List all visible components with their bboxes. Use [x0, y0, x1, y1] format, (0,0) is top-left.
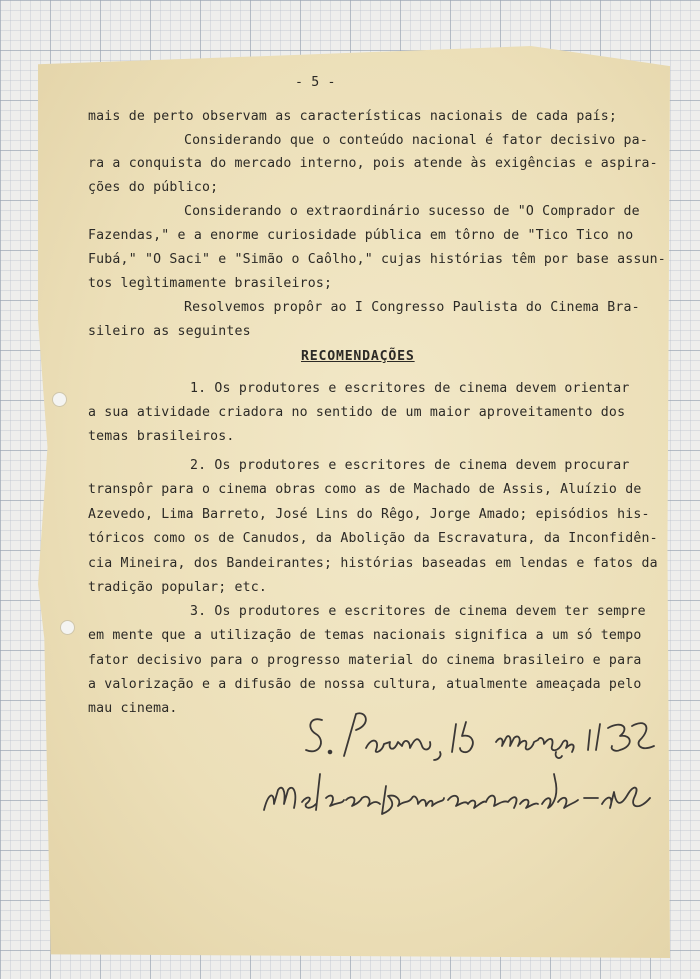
recommendation-line: Azevedo, Lima Barreto, José Lins do Rêgo, Jorge Amado; episódios his- — [88, 507, 650, 522]
recommendation-line: a valorização e a difusão de nossa cultura, atualmente ameaçada pelo — [88, 677, 642, 692]
signature — [258, 764, 658, 828]
recommendation-line: 3. Os produtores e escritores de cinema devem ter sempre — [190, 604, 646, 619]
text-line: Fubá," "O Saci" e "Simão o Caôlho," cujas histórias têm por base assun- — [88, 252, 666, 267]
text-line: Fazendas," e a enorme curiosidade pública em tôrno de "Tico Tico no — [88, 228, 634, 243]
punch-hole-bottom — [60, 620, 75, 635]
text-line: Considerando o extraordinário sucesso de "O Comprador de — [184, 204, 640, 219]
text-line: ra a conquista do mercado interno, pois atende às exigências e aspira- — [88, 156, 658, 171]
text-line: Resolvemos propôr ao I Congresso Paulista do Cinema Bra- — [184, 300, 640, 315]
text-line: tos legìtimamente brasileiros; — [88, 276, 333, 291]
page-number: - 5 - — [295, 75, 336, 90]
recommendation-line: a sua atividade criadora no sentido de um maior aproveitamento dos — [88, 405, 626, 420]
text-line: sileiro as seguintes — [88, 324, 251, 339]
recommendation-line: transpôr para o cinema obras como as de Machado de Assis, Aluízio de — [88, 482, 642, 497]
recommendation-line: em mente que a utilização de temas nacionais significa a um só tempo — [88, 628, 642, 643]
handwritten-date — [300, 706, 670, 768]
text-line: Considerando que o conteúdo nacional é fator decisivo pa- — [184, 133, 648, 148]
text-line: ções do público; — [88, 180, 219, 195]
recommendation-line: tóricos como os de Canudos, da Abolição da Escravatura, da Inconfidên- — [88, 531, 658, 546]
recommendation-line: mau cinema. — [88, 701, 178, 716]
recommendation-line: tradição popular; etc. — [88, 580, 268, 595]
punch-hole-top — [52, 392, 67, 407]
recommendation-line: 2. Os produtores e escritores de cinema devem procurar — [190, 458, 630, 473]
section-heading: RECOMENDAÇÕES — [301, 349, 415, 364]
recommendation-line: 1. Os produtores e escritores de cinema devem orientar — [190, 381, 630, 396]
recommendation-line: cia Mineira, dos Bandeirantes; histórias baseadas em lendas e fatos da — [88, 556, 658, 571]
recommendation-line: temas brasileiros. — [88, 429, 235, 444]
recommendation-line: fator decisivo para o progresso material do cinema brasileiro e para — [88, 653, 642, 668]
text-line: mais de perto observam as características nacionais de cada país; — [88, 109, 618, 124]
